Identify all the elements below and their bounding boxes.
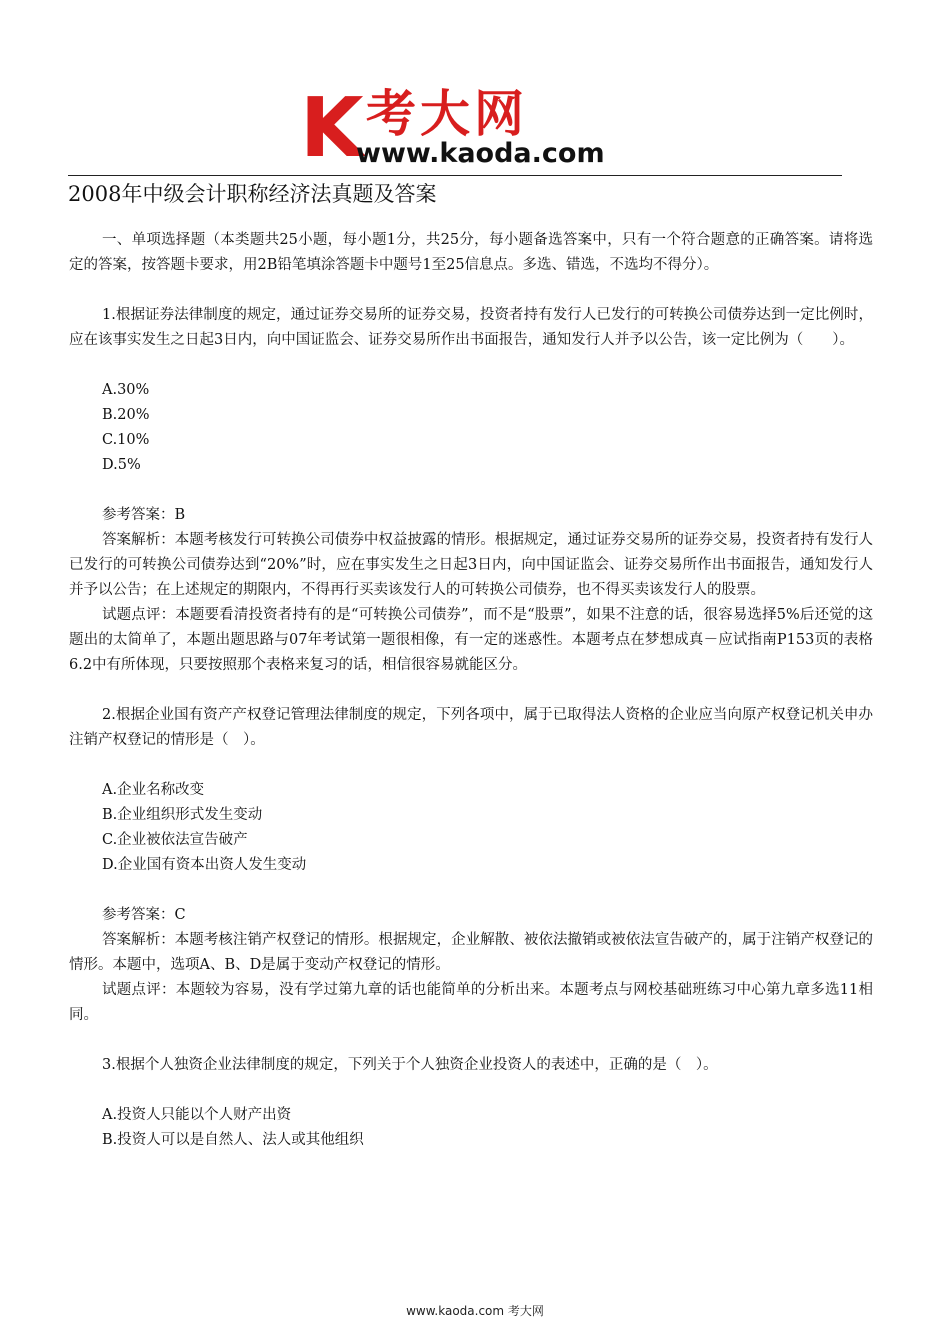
option-c: C.企业被依法宣告破产: [102, 832, 248, 848]
reference-answer: 参考答案：C: [102, 907, 186, 923]
question-stem: 3.根据个人独资企业法律制度的规定，下列关于个人独资企业投资人的表述中，正确的是（ ）。: [102, 1057, 718, 1073]
option-b: B.投资人可以是自然人、法人或其他组织: [102, 1132, 364, 1148]
option-d: D.5%: [102, 457, 141, 473]
option-a: A.30%: [102, 382, 150, 398]
option-d: D.企业国有资本出资人发生变动: [102, 857, 307, 873]
kaoda-logo: [300, 81, 620, 176]
logo-site-name: 考大网: [366, 85, 528, 143]
option-a: A.投资人只能以个人财产出资: [102, 1107, 292, 1123]
header-divider: [68, 175, 842, 176]
document-title: 2008年中级会计职称经济法真题及答案: [68, 182, 437, 206]
page-footer: www.kaoda.com 考大网: [406, 1304, 544, 1318]
option-list: [69, 378, 873, 478]
question-comment: 试题点评：本题要看清投资者持有的是“可转换公司债券”，而不是“股票”，如果不注意的话，很容易选择5%后还觉的这题出的太简单了，本题出题思路与07年考试第一题很相像，有一定的迷惑性。本题考点在梦想成真－应试指南P153页的表格6.2中有所体现，只要按照那个表格来复习的话，相信很容易就能区分。: [69, 607, 873, 673]
question-comment: 试题点评：本题较为容易，没有学过第九章的话也能简单的分析出来。本题考点与网校基础班练习中心第九章多选11相同。: [69, 982, 873, 1023]
answer-analysis: 答案解析：本题考核注销产权登记的情形。根据规定，企业解散、被依法撤销或被依法宣告破产的，属于注销产权登记的情形。本题中，选项A、B、D是属于变动产权登记的情形。: [69, 932, 873, 973]
option-b: B.20%: [102, 407, 150, 423]
option-list: [69, 1103, 873, 1153]
logo-k-mark: K: [300, 81, 360, 176]
document-body: [69, 228, 873, 1153]
question-stem: 2.根据企业国有资产产权登记管理法律制度的规定，下列各项中，属于已取得法人资格的企业应当向原产权登记机关申办注销产权登记的情形是（ ）。: [69, 707, 873, 748]
option-list: [69, 778, 873, 878]
option-c: C.10%: [102, 432, 150, 448]
option-a: A.企业名称改变: [102, 782, 205, 798]
question-stem: 1.根据证券法律制度的规定，通过证券交易所的证券交易，投资者持有发行人已发行的可转换公司债券达到一定比例时，应在该事实发生之日起3日内，向中国证监会、证券交易所作出书面报告，通知发行人并予以公告，该一定比例为（ ）。: [69, 307, 873, 348]
logo-url: www.kaoda.com: [356, 138, 605, 169]
answer-analysis: 答案解析：本题考核发行可转换公司债券中权益披露的情形。根据规定，通过证券交易所的证券交易，投资者持有发行人已发行的可转换公司债券达到“20%”时，应在事实发生之日起3日内，向中国证监会、证券交易所作出书面报告，通知发行人并予以公告；在上述规定的期限内，不得再行买卖该发行人的可转换公司债券，也不得买卖该发行人的股票。: [69, 532, 873, 598]
section-intro: 一、单项选择题（本类题共25小题，每小题1分，共25分，每小题备选答案中，只有一个符合题意的正确答案。请将选定的答案，按答题卡要求，用2B铅笔填涂答题卡中题号1至25信息点。多选、错选，不选均不得分）。: [69, 232, 873, 273]
option-b: B.企业组织形式发生变动: [102, 807, 263, 823]
reference-answer: 参考答案：B: [102, 507, 186, 523]
